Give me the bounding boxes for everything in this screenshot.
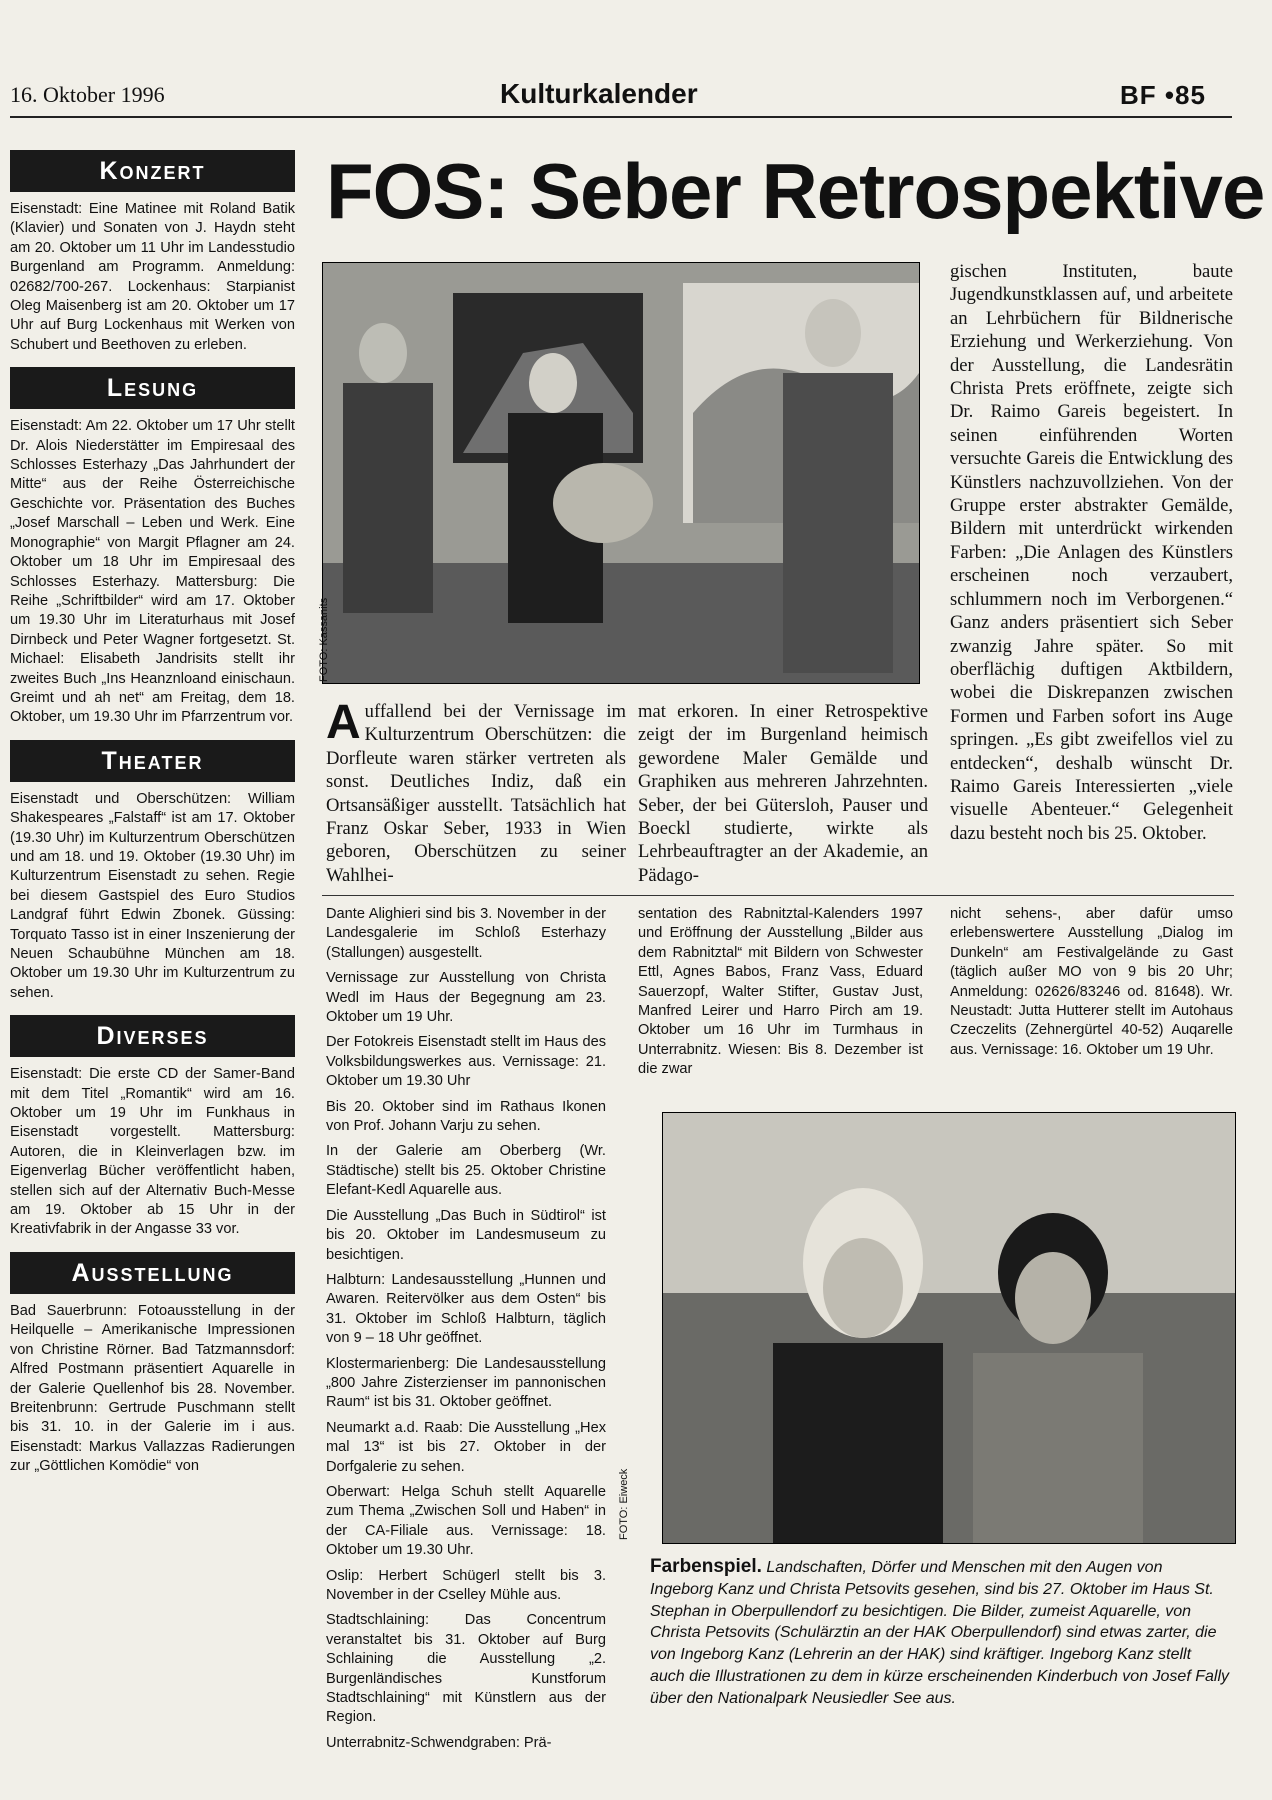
listing-item: Unterrabnitz-Schwendgraben: Prä- [326,1734,552,1751]
header-rule [10,116,1232,118]
section-lesung-text: Eisenstadt: Am 22. Oktober um 17 Uhr stellt Dr. Alois Niederstätter im Empiresaal des Schlosses Esterhazy „Das Jahrhundert der Mitte“ aus der Reihe Österreichische Geschichte vor. Präsentation des Buches „Josef Marschall – Leben und Werk. Eine Monographie“ von Margit Pflagner am 24. Oktober um 18 Uhr im Empiresaal des Schlosses Esterhazy. Mattersburg: Die Reihe „Schriftbilder“ wird am 17. Oktober um 19.30 Uhr im Literaturhaus mit Josef Dirnbeck und Peter Wagner fortgesetzt. St. Michael: Elisabeth Jandrisits stellt ihr zweites Buch „Ins Heanznloand einischaun. Greimt und ah net“ am Freitag, dem 18. Oktober, um 19.30 Uhr im Pfarrzentrum vor. [10,418,295,726]
section-title: Kulturkalender [500,78,698,109]
farbenspiel-photo [662,1112,1236,1544]
caption-lead: Farbenspiel. [650,1556,762,1577]
section-ausstellung-heading: Ausstellung [10,1252,295,1294]
article-col-3: gischen Instituten, baute Jugendkunstklassen auf, und arbeitete an Lehrbüchern für Bildnerische Erziehung und Werkerziehung. Von der Ausstellung, die Landesrätin Christa Prets eröffnete, zeigte sich Dr. Raimo Gareis begeistert. In seinen einführenden Worten versuchte Gareis die Entwicklung des Künstlers nachzuvollziehen. Von der Gruppe erster abstrakter Gemälde, Bildern mit unterdrückt wirkenden Farben: „Die Anlagen des Künstlers erscheinen noch verzaubert, schlummern noch im Verborgenen.“ Ganz anders präsentiert sich Seber zwanzig Jahre später. So mit oberflächig duftigen Aktbildern, wobei die Diskrepanzen zwischen Formen und Farben sofort ins Auge springen. „Es gibt zweifellos viel zu entdecken“, deshalb wünscht Dr. Raimo Gareis Interessierten „viele visuelle Abenteuer.“ Gelegenheit dazu besteht noch bis 25. Oktober. [950,261,1233,844]
section-lesung-heading: Lesung [10,367,295,409]
listing-item: Halbturn: Landesausstellung „Hunnen und Awaren. Reitervölker aus dem Osten“ bis 31. Oktober im Schloß Halbturn, täglich von 9 – 18 Uhr geöffnet. [326,1271,606,1347]
listings-col-1 [326,905,606,1759]
listing-item: Dante Alighieri sind bis 3. November in der Landesgalerie im Schloß Esterhazy (Stallungen) ausgestellt. [326,906,606,961]
listing-item: Neumarkt a.d. Raab: Die Ausstellung „Hex mal 13“ ist bis 27. Oktober in der Dorfgalerie zu sehen. [326,1419,606,1475]
farbenspiel-photo-image [663,1113,1235,1543]
listing-item: Stadtschlaining: Das Concentrum veranstaltet bis 31. Oktober auf Burg Schlaining die Ausstellung „2. Burgenländisches Kunstforum Stadtschlaining“ mit Künstlern aus der Region. [326,1612,606,1726]
section-diverses-heading: Diverses [10,1015,295,1057]
article-col-2: mat erkoren. In einer Retrospektive zeigt der im Burgenland heimisch gewordene Maler Gemälde und Graphiken aus mehreren Jahrzehnten. Seber, der bei Gütersloh, Pauser und Boeckl studierte, wirkte als Lehrbeauftragter an der Akademie, an Pädago- [638,701,928,886]
listing-item: Die Ausstellung „Das Buch in Südtirol“ ist bis 20. Oktober im Landesmuseum zu besichtigen. [326,1207,606,1263]
caption-text: Landschaften, Dörfer und Menschen mit den Augen von Ingeborg Kanz und Christa Petsovits gesehen, sind bis 27. Oktober im Haus St. Stephan in Oberpullendorf zu besichtigen. Die Bilder, zumeist Aquarelle, von Christa Petsovits (Schulärztin an der HAK Oberpullendorf) sind etwas zarter, die von Ingeborg Kanz (Lehrerin an der HAK) sind kräftiger. Ingeborg Kanz stellt auch die Illustrationen zu dem in kürze erscheinenden Kinderbuch von Josef Fally über den Nationalpark Neusiedler See aus. [650,1559,1229,1707]
listing-item: sentation des Rabnitztal-Kalenders 1997 und Eröffnung der Ausstellung „Bilder aus dem Rabnitztal“ mit Bildern von Schwester Ettl, Agnes Babos, Franz Vass, Eduard Sauerzopf, Walter Stifter, Gustav Just, Manfred Leirer und Harro Pirch am 19. Oktober um 16 Uhr im Turmhaus in Unterrabnitz. Wiesen: Bis 8. Dezember ist die zwar [638,906,923,1078]
section-konzert-text: Eisenstadt: Eine Matinee mit Roland Batik (Klavier) und Sonaten von J. Haydn steht am 20. Oktober um 11 Uhr im Landesstudio Burgenland am Programm. Anmeldung: 02682/700-267. Lockenhaus: Starpianist Oleg Maisenberg ist am 20. Oktober um 17 Uhr auf Burg Lockenhaus mit Werken von Schubert und Beethoven zu erleben. [10,201,295,353]
listings-col-2 [638,905,923,1086]
vernissage-photo-image [323,263,919,683]
listing-item: In der Galerie am Oberberg (Wr. Städtische) stellt bis 25. Oktober Christine Elefant-Kedl Aquarelle aus. [326,1143,606,1199]
listing-item: Bis 20. Oktober sind im Rathaus Ikonen von Prof. Johann Varju zu sehen. [326,1098,606,1135]
listings-col-3 [950,905,1233,1066]
drop-cap: A [326,696,361,749]
article-col-1-text: uffallend bei der Vernissage im Kulturzentrum Oberschützen: die Dorfleute waren stärker vertreten als sonst. Deutliches Indiz, daß ein Ortsansäßiger ausstellt. Tatsächlich hat Franz Oskar Seber, 1933 in Wien geboren, Oberschützen zu seiner Wahlhei- [326,701,626,886]
vernissage-photo [322,262,920,684]
event-listings [10,150,295,1489]
page-number: BF •85 [1120,80,1206,110]
section-diverses-text: Eisenstadt: Die erste CD der Samer-Band mit dem Titel „Romantik“ wird am 16. Oktober um 19 Uhr im Funkhaus in Eisenstadt vorgestellt. Mattersburg: Autoren, die in Kleinverlagen bzw. im Eigenverlag Bücher veröffentlicht haben, stellen sich auf der Alternativ Buch-Messe am 19. Oktober ab 15 Uhr in der Kreativfabrik in der Angasse 33 vor. [10,1066,295,1238]
listing-item: nicht sehens-, aber dafür umso erlebenswertere Ausstellung „Dialog im Dunkeln“ am Festivalgelände zu Gast (täglich außer MO von 9 bis 20 Uhr; Anmeldung: 02626/83246 od. 81648). Wr. Neustadt: Jutta Hutterer stellt im Autohaus Czeczelits (Zehnergürtel 40-52) Auqarelle aus. Vernissage: 16. Oktober um 19 Uhr. [950,906,1233,1058]
listing-item: Oslip: Herbert Schügerl stellt bis 3. November in der Cselley Mühle aus. [326,1567,606,1603]
listings-divider [322,895,1234,896]
listing-item: Vernissage zur Ausstellung von Christa Wedl im Haus der Begegnung am 23. Oktober um 19 Uhr. [326,970,606,1026]
article-headline: FOS: Seber Retrospektive [326,147,1265,235]
section-theater-heading: Theater [10,740,295,782]
listing-item: Klostermarienberg: Die Landesausstellung „800 Jahre Zisterzienser im pannonischen Raum“ ist bis 31. Oktober geöffnet. [326,1355,606,1411]
article-col-1 [326,696,626,887]
photo-caption [650,1556,1230,1710]
listing-item: Oberwart: Helga Schuh stellt Aquarelle zum Thema „Zwischen Soll und Haben“ in der CA-Filiale aus. Vernissage: 18. Oktober um 19.30 Uhr. [326,1483,606,1559]
issue-date: 16. Oktober 1996 [10,82,165,107]
photo-credit-2: FOTO: Eiweck [618,1468,630,1540]
section-theater-text: Eisenstadt und Oberschützen: William Shakespeares „Falstaff“ ist am 17. Oktober (19.30 Uhr) im Kulturzentrum Oberschützen und am 18. und 19. Oktober (19.30 Uhr) im Kulturzentrum Eisenstadt zu sehen. Regie bei diesem Gastspiel des Euro Studios Landgraf führt Edwin Zbonek. Güssing: Torquato Tasso ist in einer Inszenierung der Neuen Schaubühne München am 18. Oktober um 19.30 Uhr im Kulturzentrum zu sehen. [10,790,295,1001]
listing-item: Der Fotokreis Eisenstadt stellt im Haus des Volksbildungswerkes aus. Vernissage: 21. Oktober um 19.30 Uhr [326,1034,606,1090]
photo-credit-1: FOTO: Kassanits [318,597,330,682]
section-konzert-heading: Konzert [10,150,295,192]
section-ausstellung-text: Bad Sauerbrunn: Fotoausstellung in der Heilquelle – Amerikanische Impressionen von Christine Rörner. Bad Tatzmannsdorf: Alfred Postmann präsentiert Aquarelle in der Galerie Quellenhof bis 28. November. Breitenbrunn: Gertrude Puschmann stellt bis 31. 10. in der Galerie im i aus. Eisenstadt: Markus Vallazzas Radierungen zur „Göttlichen Komödie“ von [10,1302,295,1475]
